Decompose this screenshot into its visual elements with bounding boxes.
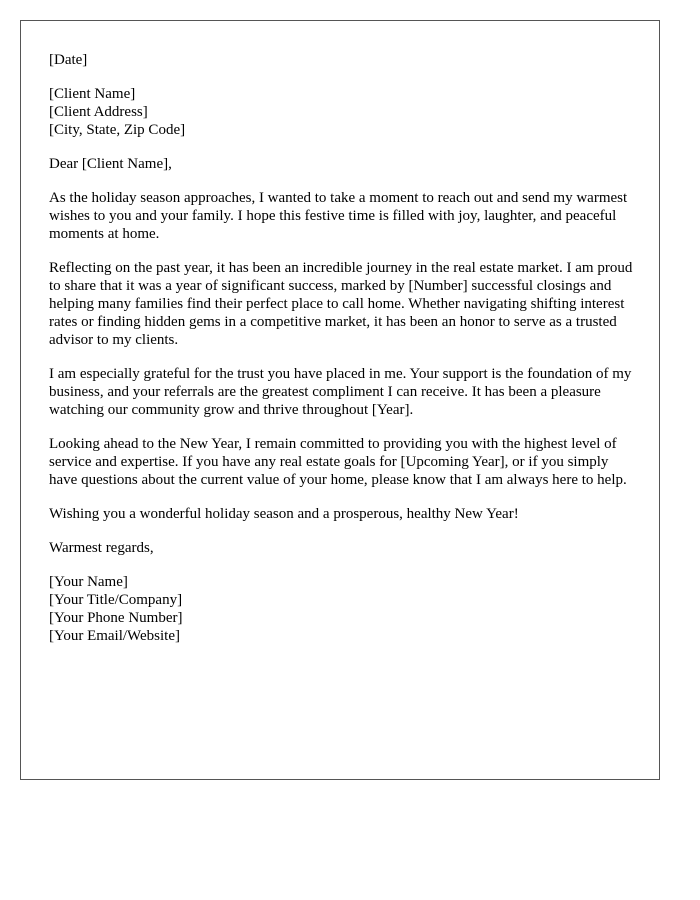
body-paragraph: Reflecting on the past year, it has been an incredible journey in the real estate market. I am proud to share that it was a year of significant success, marked by [Number] successful closings and helping many families find their perfect place to call home. Whether navigating shifting interest rates or finding hidden gems in a competitive market, it has been an honor to serve as a trusted advisor to my clients. [49, 260, 633, 348]
letter [20, 20, 660, 780]
recipient-block [49, 85, 639, 139]
salutation: Dear [Client Name], [49, 156, 172, 172]
recipient-address: [Client Address] [49, 104, 148, 120]
recipient-city: [City, State, Zip Code] [49, 122, 186, 138]
signature-phone: [Your Phone Number] [49, 610, 183, 626]
body-paragraph: Looking ahead to the New Year, I remain committed to providing you with the highest level of service and expertise. If you have any real estate goals for [Upcoming Year], or if you simply have questions about the current value of your home, please know that I am always here to help. [49, 436, 627, 488]
signature-email: [Your Email/Website] [49, 628, 181, 644]
body-paragraph: I am especially grateful for the trust you have placed in me. Your support is the foundation of my business, and your referrals are the greatest compliment I can receive. It has been a pleasure watching our community grow and thrive throughout [Year]. [49, 366, 632, 418]
closing: Warmest regards, [49, 540, 154, 556]
body-paragraph: As the holiday season approaches, I wanted to take a moment to reach out and send my warmest wishes to you and your family. I hope this festive time is filled with joy, laughter, and peaceful moments at home. [49, 190, 628, 242]
recipient-name: [Client Name] [49, 86, 136, 102]
signature-name: [Your Name] [49, 574, 128, 590]
date: [Date] [49, 52, 88, 68]
signature-title: [Your Title/Company] [49, 592, 183, 608]
body-paragraph: Wishing you a wonderful holiday season and a prosperous, healthy New Year! [49, 506, 519, 522]
signature-block [49, 573, 639, 645]
